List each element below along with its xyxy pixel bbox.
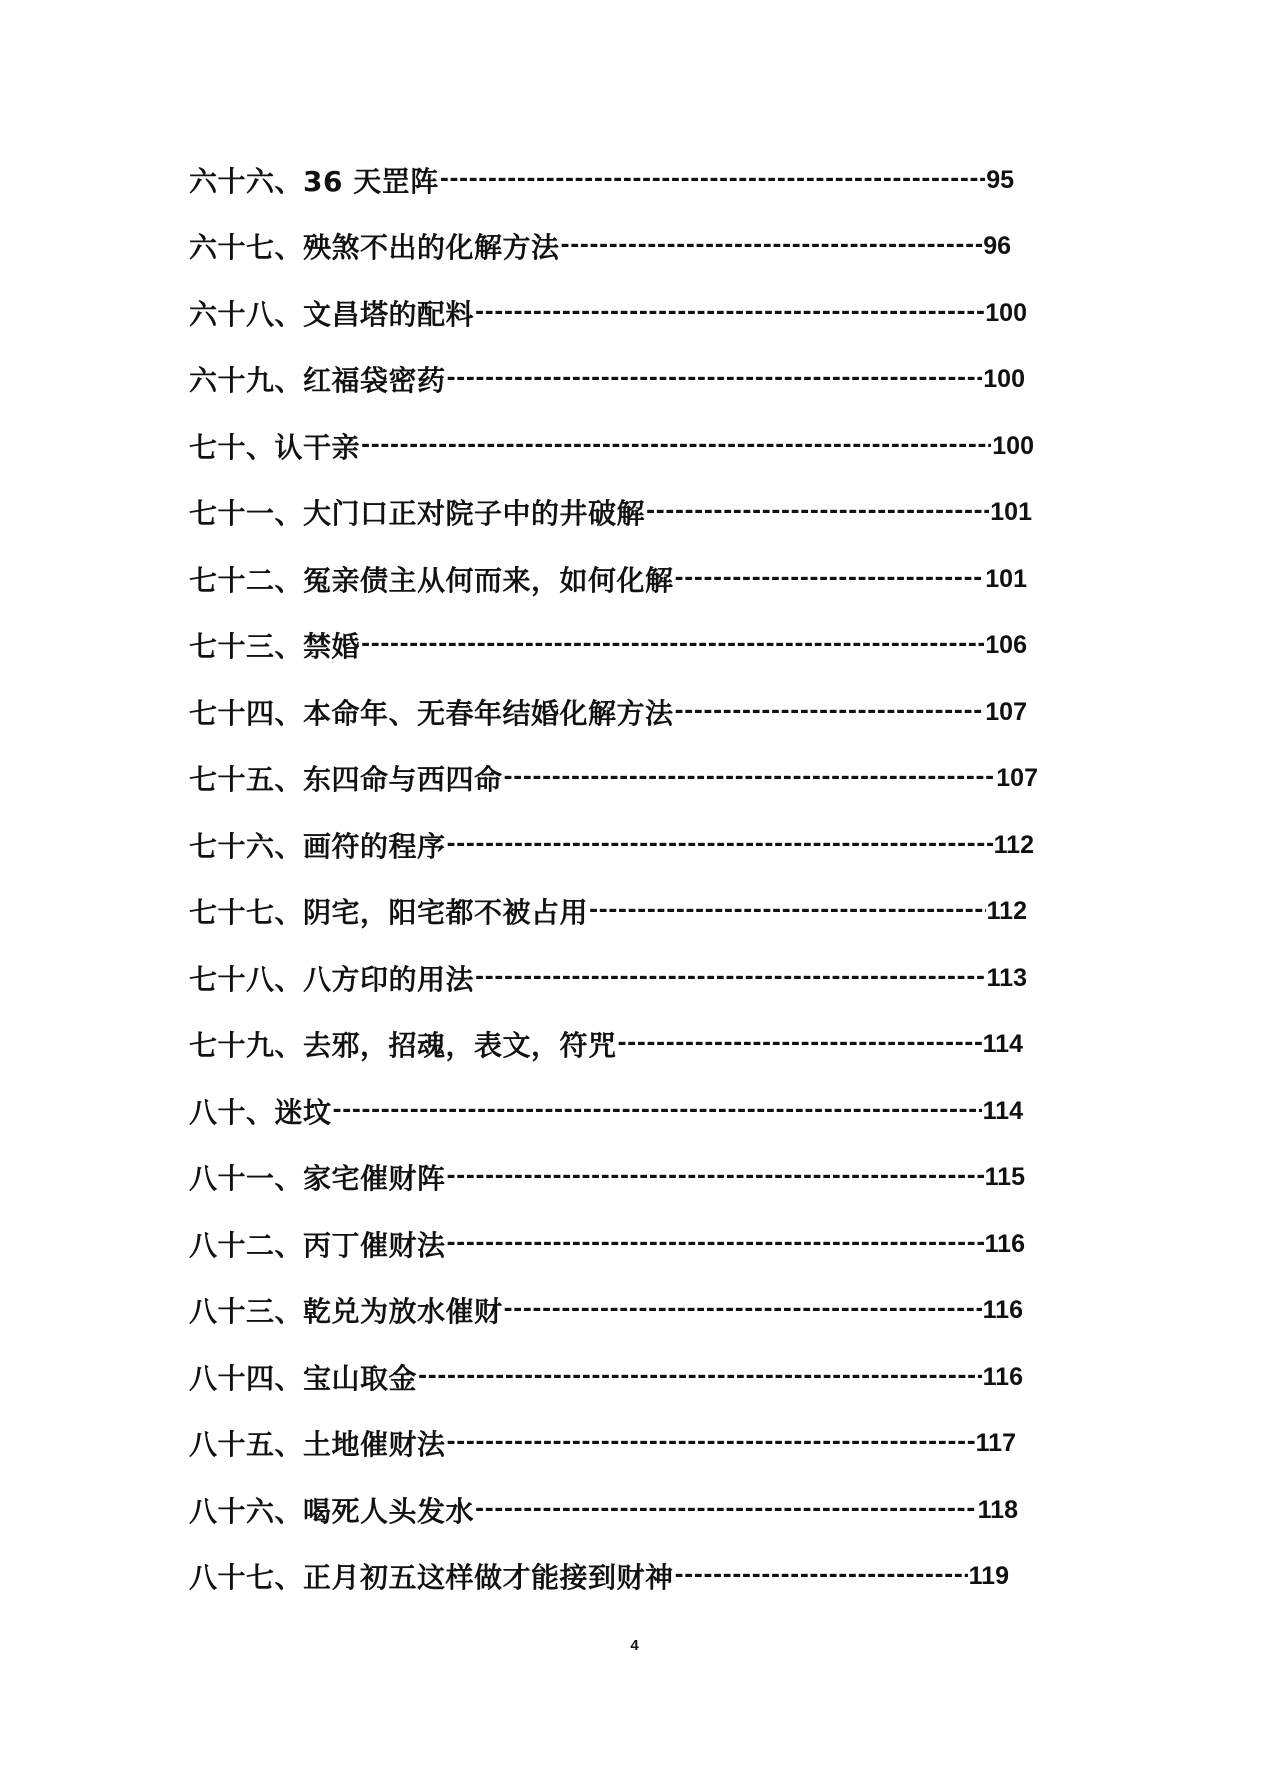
- toc-dot-leader: [475, 958, 986, 998]
- toc-entry-title: 七十六、画符的程序: [189, 830, 446, 863]
- toc-entry-title: 七十五、东四命与西四命: [189, 763, 503, 796]
- toc-entry-page: 107: [985, 697, 1027, 726]
- toc-dot-leader: [447, 359, 983, 399]
- toc-entry-page: 100: [985, 298, 1027, 327]
- toc-dot-leader: [361, 426, 991, 466]
- toc-entry: [189, 825, 1034, 865]
- toc-entry-title: 八十三、乾兑为放水催财: [189, 1295, 503, 1328]
- toc-entry-page: 96: [983, 231, 1011, 260]
- toc-entry-title: 七十七、阴宅，阳宅都不被占用: [189, 896, 589, 929]
- toc-entry: [189, 1157, 1025, 1197]
- toc-entry-title: 八十四、宝山取金: [189, 1362, 418, 1395]
- toc-entry: [189, 359, 1025, 399]
- toc-entry: [189, 293, 1027, 333]
- toc-entry-page: 107: [996, 763, 1038, 792]
- toc-dot-leader: [333, 1091, 982, 1131]
- toc-entry: [189, 1224, 1025, 1264]
- toc-dot-leader: [675, 559, 985, 599]
- toc-entry-title: 八十五、土地催财法: [189, 1428, 446, 1461]
- toc-entry: [189, 492, 1032, 532]
- toc-entry-page: 116: [982, 1295, 1023, 1324]
- toc-entry: [189, 426, 1034, 466]
- toc-dot-leader: [361, 625, 984, 665]
- toc-entry: [189, 1423, 1016, 1463]
- toc-dot-leader: [561, 226, 983, 266]
- toc-entry-page: 116: [984, 1229, 1025, 1258]
- toc-entry-title: 七十、认干亲: [189, 431, 361, 464]
- toc-entry-page: 95: [986, 165, 1014, 194]
- toc-entry-page: 116: [982, 1362, 1023, 1391]
- toc-entry-page: 112: [986, 896, 1027, 925]
- toc-entry-title: 八十二、丙丁催财法: [189, 1229, 446, 1262]
- toc-dot-leader: [475, 293, 984, 333]
- toc-entry-title: 七十二、冤亲债主从何而来，如何化解: [189, 564, 674, 597]
- toc-entry-title: 八十七、正月初五这样做才能接到财神: [189, 1561, 674, 1594]
- toc-entry-title: 八十、迷坟: [189, 1096, 332, 1129]
- toc-entry: [189, 1490, 1018, 1530]
- toc-dot-leader: [418, 1357, 982, 1397]
- toc-entry-page: 115: [984, 1162, 1025, 1191]
- toc-entry-page: 101: [990, 497, 1032, 526]
- toc-entry: [189, 692, 1027, 732]
- toc-entry-page: 114: [982, 1096, 1023, 1125]
- toc-entry-page: 106: [985, 630, 1027, 659]
- toc-entry-page: 114: [982, 1029, 1023, 1058]
- toc-entry-page: 113: [986, 963, 1027, 992]
- toc-entry-title: 七十九、去邪，招魂，表文，符咒: [189, 1029, 617, 1062]
- toc-entry: [189, 1024, 1023, 1064]
- toc-dot-leader: [675, 1556, 968, 1596]
- toc-entry-title: 七十一、大门口正对院子中的井破解: [189, 497, 646, 530]
- toc-dot-leader: [440, 160, 985, 200]
- toc-entry: [189, 1290, 1023, 1330]
- toc-entry-page: 112: [993, 830, 1034, 859]
- toc-entry: [189, 160, 1014, 200]
- toc-dot-leader: [504, 758, 996, 798]
- toc-entry: [189, 1556, 1009, 1596]
- toc-entry-title: 七十八、八方印的用法: [189, 963, 475, 996]
- toc-entry-title: 八十六、喝死人头发水: [189, 1495, 475, 1528]
- toc-entry-title: 六十八、文昌塔的配料: [189, 298, 475, 331]
- toc-dot-leader: [504, 1290, 982, 1330]
- toc-entry: [189, 1091, 1023, 1131]
- toc-entry: [189, 625, 1027, 665]
- toc-entry-title: 七十三、禁婚: [189, 630, 361, 663]
- toc-dot-leader: [618, 1024, 982, 1064]
- toc-entry: [189, 958, 1027, 998]
- toc-entry-title: 六十六、36 天罡阵: [189, 165, 439, 198]
- toc-entry: [189, 559, 1027, 599]
- toc-entry: [189, 891, 1027, 931]
- toc-entry: [189, 226, 1011, 266]
- toc-dot-leader: [475, 1490, 977, 1530]
- toc-dot-leader: [675, 692, 985, 732]
- toc-entry-title: 六十九、红福袋密药: [189, 364, 446, 397]
- page-number: 4: [630, 1637, 639, 1654]
- toc-dot-leader: [447, 825, 993, 865]
- toc-entry-page: 117: [975, 1428, 1016, 1457]
- toc-dot-leader: [447, 1423, 975, 1463]
- toc-entry-page: 119: [968, 1561, 1009, 1590]
- toc-entry-page: 100: [983, 364, 1025, 393]
- toc-entry-title: 六十七、殃煞不出的化解方法: [189, 231, 560, 264]
- toc-dot-leader: [447, 1224, 984, 1264]
- toc-dot-leader: [447, 1157, 984, 1197]
- toc-entry: [189, 758, 1038, 798]
- toc-entry-title: 七十四、本命年、无春年结婚化解方法: [189, 697, 674, 730]
- toc-entry: [189, 1357, 1023, 1397]
- toc-entry-page: 118: [977, 1495, 1018, 1524]
- toc-dot-leader: [589, 891, 986, 931]
- toc-entry-page: 100: [992, 431, 1034, 460]
- toc-dot-leader: [646, 492, 989, 532]
- toc-entry-page: 101: [985, 564, 1027, 593]
- toc-entry-title: 八十一、家宅催财阵: [189, 1162, 446, 1195]
